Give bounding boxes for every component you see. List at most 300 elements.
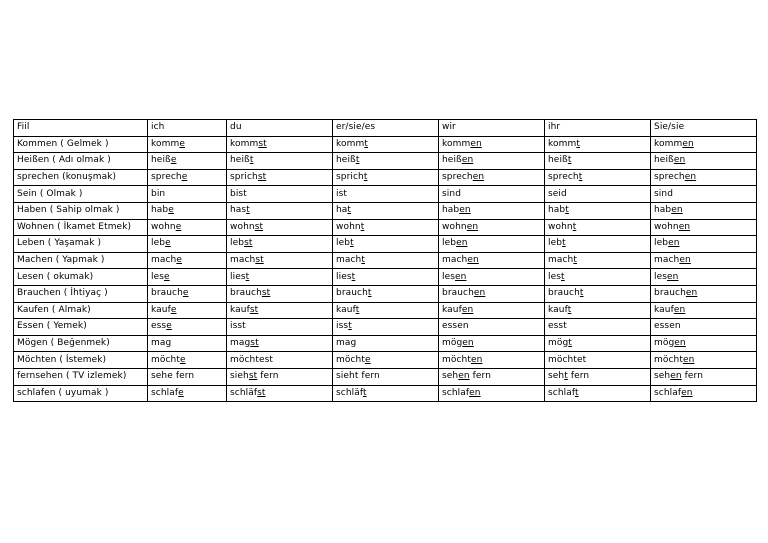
conjugation-cell [227,368,333,385]
word-ending: t [573,255,577,266]
conjugation-cell [545,285,651,302]
word-stem: heiß [548,155,568,166]
word-stem: schlaf [548,387,575,398]
table-row [14,169,757,186]
conjugation-cell [651,219,757,236]
word-stem: Möchten ( İstemek) [17,354,107,365]
word-stem: seid [548,188,567,199]
conjugation-cell [545,169,651,186]
word-stem: möchtest [230,354,274,365]
word-stem: leb [151,238,166,249]
conjugation-cell [148,252,227,269]
word-ending: t [355,304,360,315]
verb-cell [14,202,148,219]
word-stem: seh [548,371,565,382]
table-row [14,368,757,385]
word-stem: bin [151,188,166,199]
word-stem: heiß [230,155,250,166]
word-stem: sprech [548,172,579,183]
word-ending: en [467,255,479,266]
word-stem: mag [336,338,357,349]
word-ending: en [681,387,693,398]
word-ending: en [470,138,482,149]
conjugation-cell [651,368,757,385]
word-stem: Kaufen ( Almak) [17,304,91,315]
verb-cell [14,269,148,286]
word-stem: lies [336,271,352,282]
conjugation-cell [148,136,227,153]
word-stem: bist [230,188,247,199]
conjugation-cell [333,202,439,219]
conjugation-cell [545,252,651,269]
word-ending: st [261,288,271,299]
conjugation-cell [148,169,227,186]
word-stem: schlaf [151,387,179,398]
conjugation-cell [227,319,333,336]
conjugation-cell [651,136,757,153]
word-stem: mach [654,255,680,266]
verb-cell [14,186,148,203]
word-rest: fern [567,371,590,382]
word-stem: mach [442,255,468,266]
word-stem: Haben ( Sahip olmak ) [17,205,120,216]
word-ending: en [673,155,686,166]
word-stem: kauf [654,304,674,315]
word-stem: wohn [654,221,679,232]
word-ending: t [561,271,565,282]
table-row [14,236,757,253]
word-ending: e [165,238,171,249]
word-ending: t [576,138,580,149]
word-ending: st [249,304,259,315]
header-verb: Fiil [14,120,148,137]
conjugation-cell [545,219,651,236]
word-ending: t [249,155,254,166]
verb-cell [14,219,148,236]
conjugation-cell [227,252,333,269]
word-rest: fern [681,371,703,382]
word-stem: sieh [230,371,249,382]
conjugation-cell [333,335,439,352]
word-stem: ha [336,205,348,216]
word-stem: leb [336,238,351,249]
word-ending: en [459,205,471,216]
verb-cell [14,285,148,302]
conjugation-cell [545,302,651,319]
word-stem: wohn [336,221,361,232]
word-stem: heiß [442,155,462,166]
conjugation-cell [545,385,651,402]
table-row [14,302,757,319]
conjugation-cell [545,368,651,385]
conjugation-cell [545,202,651,219]
conjugation-cell [148,219,227,236]
conjugation-cell [148,153,227,170]
word-stem: kauf [151,304,171,315]
word-stem: seh [442,371,459,382]
conjugation-cell [333,385,439,402]
word-stem: kauf [442,304,462,315]
table-row [14,186,757,203]
word-stem: Essen ( Yemek) [17,321,87,332]
word-stem: isst [230,321,246,332]
conjugation-cell [227,385,333,402]
table-row [14,335,757,352]
word-ending: t [246,205,250,216]
header-sie: Sie/sie [651,120,757,137]
conjugation-cell [227,202,333,219]
word-stem: iss [336,321,349,332]
conjugation-cell [333,285,439,302]
word-ending: e [178,387,184,398]
conjugation-cell [333,368,439,385]
word-rest: fern [469,371,491,382]
word-stem: sind [654,188,674,199]
conjugation-cell [227,186,333,203]
conjugation-cell [439,136,545,153]
word-ending: t [565,205,569,216]
word-stem: kauf [336,304,356,315]
conjugation-cell [227,169,333,186]
word-ending: en [682,138,694,149]
word-stem: brauch [336,288,368,299]
word-ending: t [562,238,566,249]
conjugation-cell [545,153,651,170]
word-ending: e [170,304,177,315]
word-ending: en [461,304,474,315]
conjugation-cell [227,352,333,369]
conjugation-cell [227,219,333,236]
word-stem: Heißen ( Adı olmak ) [17,155,111,166]
conjugation-cell [333,219,439,236]
word-stem: komm [442,138,471,149]
word-stem: sprech [151,172,182,183]
word-stem: hab [548,205,566,216]
word-ending: en [455,271,467,282]
word-stem: Leben ( Yaşamak ) [17,238,102,249]
conjugation-cell [148,352,227,369]
word-ending: st [254,221,264,232]
conjugation-cell [439,385,545,402]
word-stem: kauf [230,304,250,315]
word-ending: e [364,354,371,365]
conjugation-cell [439,335,545,352]
word-stem: hab [151,205,169,216]
word-ending: t [362,387,367,398]
conjugation-cell [651,252,757,269]
conjugation-cell [439,368,545,385]
word-rest: fern [257,371,279,382]
word-ending: t [348,321,352,332]
word-ending: en [684,172,697,183]
conjugation-cell [333,136,439,153]
verb-cell [14,368,148,385]
word-stem: leb [230,238,245,249]
word-ending: t [360,221,365,232]
table-row [14,385,757,402]
word-ending: en [470,354,483,365]
word-ending: en [685,288,698,299]
word-stem: heiß [336,155,356,166]
verb-cell [14,319,148,336]
verb-cell [14,153,148,170]
conjugation-cell [651,153,757,170]
word-ending: st [250,338,259,349]
conjugation-cell [227,236,333,253]
word-stem: mög [654,338,675,349]
word-ending: e [170,155,177,166]
word-stem: Lesen ( okumak) [17,271,94,282]
word-stem: brauch [654,288,686,299]
word-ending: en [466,221,479,232]
conjugation-cell [439,302,545,319]
word-ending: e [181,172,188,183]
word-stem: heiß [654,155,674,166]
word-stem: sehe fern [151,371,195,382]
word-ending: e [166,321,172,332]
word-stem: brauch [442,288,474,299]
word-ending: t [367,288,372,299]
conjugation-table [13,119,757,402]
conjugation-cell [148,236,227,253]
conjugation-cell [439,186,545,203]
word-stem: leb [654,238,669,249]
verb-cell [14,302,148,319]
conjugation-cell [651,202,757,219]
conjugation-cell [333,319,439,336]
conjugation-cell [333,186,439,203]
word-ending: t [351,271,356,282]
word-stem: mag [230,338,251,349]
word-stem: les [442,271,456,282]
word-ending: t [567,155,572,166]
word-stem: Machen ( Yapmak ) [17,255,105,266]
word-ending: t [579,288,584,299]
conjugation-cell [439,169,545,186]
word-ending: st [248,371,258,382]
word-stem: sprich [230,172,258,183]
table-row [14,319,757,336]
word-stem: sprech [442,172,473,183]
word-stem: schläf [230,387,258,398]
verb-cell [14,335,148,352]
word-ending: t [350,238,354,249]
table-row [14,269,757,286]
conjugation-cell [227,302,333,319]
word-ending: en [458,371,470,382]
word-stem: essen [654,321,681,332]
conjugation-cell [545,136,651,153]
word-stem: schläf [336,387,363,398]
word-ending: t [572,221,577,232]
word-ending: t [347,205,352,216]
word-stem: möcht [336,354,365,365]
table-row [14,153,757,170]
word-stem: essen [442,321,469,332]
word-ending: t [363,172,368,183]
conjugation-cell [227,136,333,153]
word-ending: en [456,238,468,249]
word-stem: kauf [548,304,568,315]
verb-cell [14,252,148,269]
word-stem: mög [442,338,463,349]
word-stem: möcht [442,354,471,365]
word-stem: Brauchen ( İhtiyaç ) [17,288,108,299]
word-ending: e [176,255,182,266]
conjugation-cell [148,335,227,352]
conjugation-cell [333,153,439,170]
word-stem: mög [548,338,569,349]
word-ending: en [671,205,683,216]
verb-cell [14,352,148,369]
word-stem: les [548,271,562,282]
header-ich: ich [148,120,227,137]
word-ending: t [245,271,250,282]
word-ending: t [564,371,568,382]
word-ending: e [182,288,189,299]
table-row [14,136,757,153]
conjugation-cell [651,319,757,336]
conjugation-cell [651,285,757,302]
word-ending: st [255,255,264,266]
conjugation-cell [439,202,545,219]
word-stem: sind [442,188,462,199]
word-ending: en [670,371,682,382]
table-row [14,202,757,219]
verb-cell [14,236,148,253]
word-stem: les [654,271,668,282]
word-stem: seh [654,371,671,382]
word-ending: en [668,238,680,249]
conjugation-cell [545,352,651,369]
word-stem: komm [151,138,180,149]
word-stem: komm [230,138,259,149]
word-stem: mach [548,255,574,266]
word-ending: en [462,338,474,349]
word-stem: mach [230,255,256,266]
word-stem: esst [548,321,567,332]
word-stem: lies [230,271,246,282]
conjugation-cell [651,269,757,286]
conjugation-cell [651,385,757,402]
word-ending: t [567,304,572,315]
word-stem: hab [654,205,672,216]
conjugation-cell [148,302,227,319]
word-stem: sprech [654,172,685,183]
conjugation-cell [148,385,227,402]
conjugation-cell [227,335,333,352]
word-stem: möcht [654,354,683,365]
word-stem: leb [548,238,563,249]
word-stem: Mögen ( Beğenmek) [17,338,110,349]
word-stem: wohn [548,221,573,232]
word-stem: mach [336,255,362,266]
word-ending: en [678,221,691,232]
word-stem: komm [548,138,577,149]
conjugation-cell [333,302,439,319]
word-stem: ess [151,321,167,332]
conjugation-cell [651,169,757,186]
word-ending: st [244,238,253,249]
word-ending: e [168,205,174,216]
conjugation-cell [148,202,227,219]
word-stem: leb [442,238,457,249]
conjugation-cell [545,269,651,286]
verb-cell [14,385,148,402]
conjugation-cell [439,319,545,336]
word-stem: möcht [151,354,180,365]
word-stem: sprich [336,172,364,183]
header-du: du [227,120,333,137]
header-ihr: ihr [545,120,651,137]
conjugation-cell [333,252,439,269]
word-ending: en [682,354,695,365]
conjugation-cell [439,285,545,302]
word-ending: st [257,172,267,183]
conjugation-cell [333,269,439,286]
word-stem: komm [336,138,365,149]
conjugation-cell [148,186,227,203]
word-ending: st [258,138,267,149]
word-ending: en [674,338,686,349]
table-body [14,120,757,402]
word-stem: has [230,205,247,216]
verb-cell [14,169,148,186]
word-ending: e [179,354,186,365]
conjugation-cell [651,335,757,352]
conjugation-cell [227,269,333,286]
header-er-sie-es: er/sie/es [333,120,439,137]
conjugation-cell [545,236,651,253]
conjugation-cell [651,352,757,369]
conjugation-cell [333,236,439,253]
word-ending: en [469,387,481,398]
conjugation-cell [439,219,545,236]
word-ending: en [473,288,486,299]
word-stem: mag [151,338,172,349]
conjugation-cell [651,236,757,253]
word-stem: les [151,271,165,282]
word-stem: hab [442,205,460,216]
conjugation-cell [545,319,651,336]
conjugation-cell [148,269,227,286]
word-ending: en [673,304,686,315]
word-stem: mach [151,255,177,266]
table-row [14,352,757,369]
word-stem: wohn [442,221,467,232]
conjugation-cell [333,169,439,186]
conjugation-cell [651,302,757,319]
conjugation-cell [545,335,651,352]
table-row [14,252,757,269]
word-stem: sieht fern [336,371,380,382]
conjugation-cell [545,186,651,203]
word-stem: brauch [151,288,183,299]
word-ending: en [679,255,691,266]
word-stem: fernsehen ( TV izlemek) [17,371,127,382]
word-stem: Wohnen ( İkamet Etmek) [17,221,132,232]
word-ending: t [361,255,365,266]
word-ending: st [257,387,266,398]
table-row [14,285,757,302]
word-stem: Kommen ( Gelmek ) [17,138,109,149]
conjugation-cell [148,368,227,385]
word-ending: t [574,387,579,398]
word-stem: schlaf [442,387,470,398]
word-ending: en [667,271,679,282]
word-stem: schlaf [654,387,682,398]
word-ending: e [179,138,185,149]
